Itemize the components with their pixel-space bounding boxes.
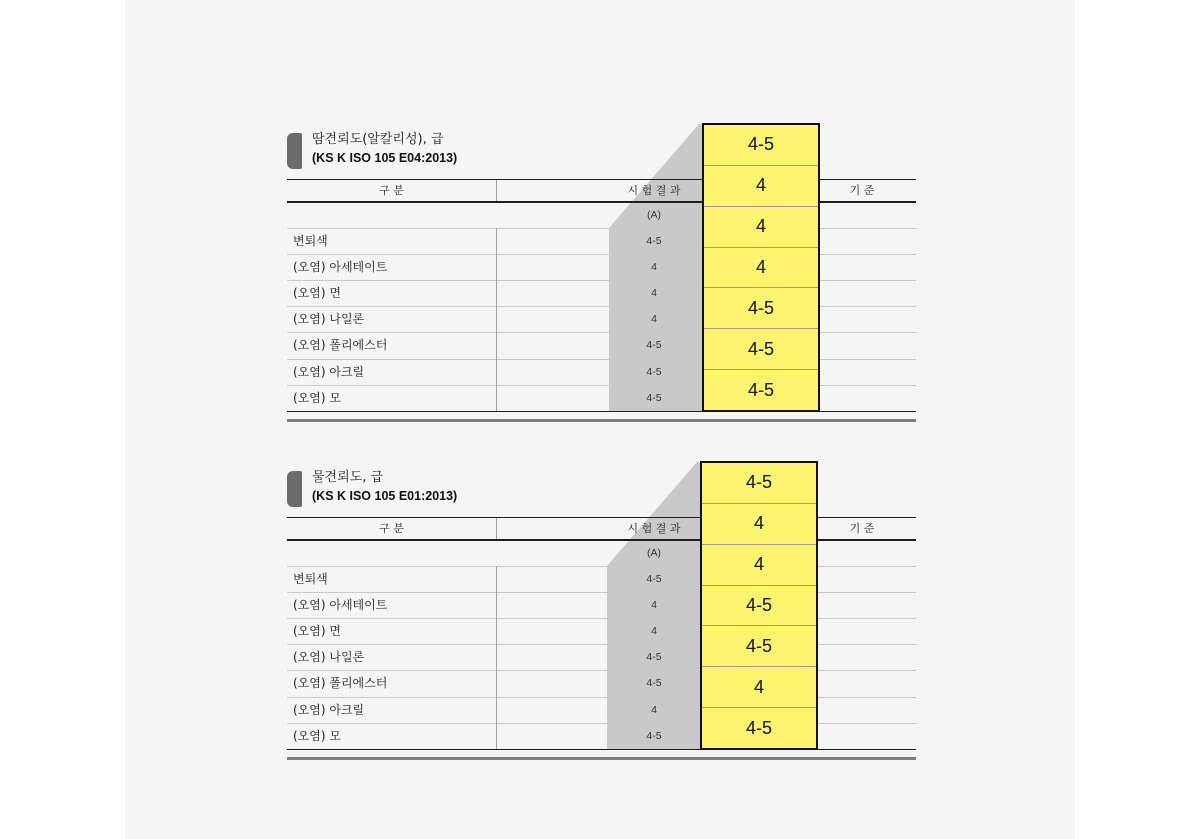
result-subheader: (A) <box>647 209 661 221</box>
column-divider <box>496 517 497 540</box>
table-row <box>287 723 916 749</box>
table-row <box>287 254 916 280</box>
table-row <box>287 644 916 670</box>
row-result: 4-5 <box>646 339 662 351</box>
row-label: (오염) 아세테이트 <box>293 598 388 612</box>
row-result: 4-5 <box>646 730 662 742</box>
table-row <box>287 280 916 306</box>
table-row <box>287 228 916 254</box>
highlight-cell: 4 <box>704 247 818 288</box>
header-criteria: 기 준 <box>849 522 875 535</box>
table-bottom-rule <box>287 411 916 412</box>
highlight-cell: 4-5 <box>704 369 818 410</box>
row-label: (오염) 폴리에스터 <box>293 676 388 690</box>
header-result: 시 험 결 과 <box>627 184 681 197</box>
highlight-cell: 4-5 <box>704 287 818 328</box>
table-bottom-rule <box>287 749 916 750</box>
header-category: 구 분 <box>379 184 404 197</box>
highlight-cell: 4-5 <box>702 707 816 748</box>
row-label: (오염) 아크릴 <box>293 703 365 717</box>
table-row <box>287 697 916 723</box>
row-result: 4 <box>651 625 657 637</box>
section-perspiration-fastness <box>287 123 916 423</box>
highlight-box <box>700 461 818 750</box>
row-result: 4-5 <box>646 235 662 247</box>
highlight-cell: 4-5 <box>702 585 816 626</box>
row-result: 4-5 <box>646 573 662 585</box>
row-label: 변퇴색 <box>293 234 328 248</box>
table-row <box>287 592 916 618</box>
row-label: (오염) 나일론 <box>293 312 365 326</box>
row-label: (오염) 모 <box>293 391 341 405</box>
row-result: 4 <box>651 704 657 716</box>
row-result: 4 <box>651 287 657 299</box>
section-standard: (KS K ISO 105 E01:2013) <box>312 489 458 503</box>
section-standard: (KS K ISO 105 E04:2013) <box>312 151 458 165</box>
table-row <box>287 359 916 385</box>
section-title: 땀견뢰도(알칼리성), 급 <box>312 132 444 147</box>
result-subheader: (A) <box>647 547 661 559</box>
highlight-cell: 4-5 <box>745 472 772 493</box>
table-row <box>287 670 916 696</box>
section-water-fastness <box>287 461 916 761</box>
section-title: 물견뢰도, 급 <box>312 470 384 485</box>
highlight-cell: 4 <box>702 544 816 585</box>
row-result: 4-5 <box>646 677 662 689</box>
table-end-rule <box>287 757 916 760</box>
highlight-cell: 4 <box>704 206 818 247</box>
row-label: (오염) 나일론 <box>293 650 365 664</box>
header-category: 구 분 <box>379 522 404 535</box>
row-label: (오염) 면 <box>293 624 341 638</box>
table-row <box>287 566 916 592</box>
row-label: (오염) 폴리에스터 <box>293 338 388 352</box>
highlight-cell: 4-5 <box>747 134 774 155</box>
row-result: 4-5 <box>646 392 662 404</box>
table-row <box>287 618 916 644</box>
row-label: (오염) 아세테이트 <box>293 260 388 274</box>
header-criteria: 기 준 <box>849 184 875 197</box>
row-label: (오염) 모 <box>293 729 341 743</box>
row-result: 4 <box>651 313 657 325</box>
table-row <box>287 385 916 411</box>
column-divider <box>496 179 497 202</box>
table-row <box>287 332 916 358</box>
row-result: 4 <box>651 599 657 611</box>
table-end-rule <box>287 419 916 422</box>
row-result: 4-5 <box>646 366 662 378</box>
row-label: (오염) 면 <box>293 286 341 300</box>
highlight-cell: 4 <box>702 666 816 707</box>
row-label: 변퇴색 <box>293 572 328 586</box>
row-label: (오염) 아크릴 <box>293 365 365 379</box>
highlight-cell: 4 <box>704 165 818 206</box>
row-result: 4-5 <box>646 651 662 663</box>
highlight-cell: 4-5 <box>702 625 816 666</box>
highlight-box <box>702 123 820 412</box>
highlight-cell: 4 <box>702 503 816 544</box>
table-row <box>287 306 916 332</box>
highlight-cell: 4-5 <box>704 328 818 369</box>
row-result: 4 <box>651 261 657 273</box>
header-result: 시 험 결 과 <box>627 522 681 535</box>
